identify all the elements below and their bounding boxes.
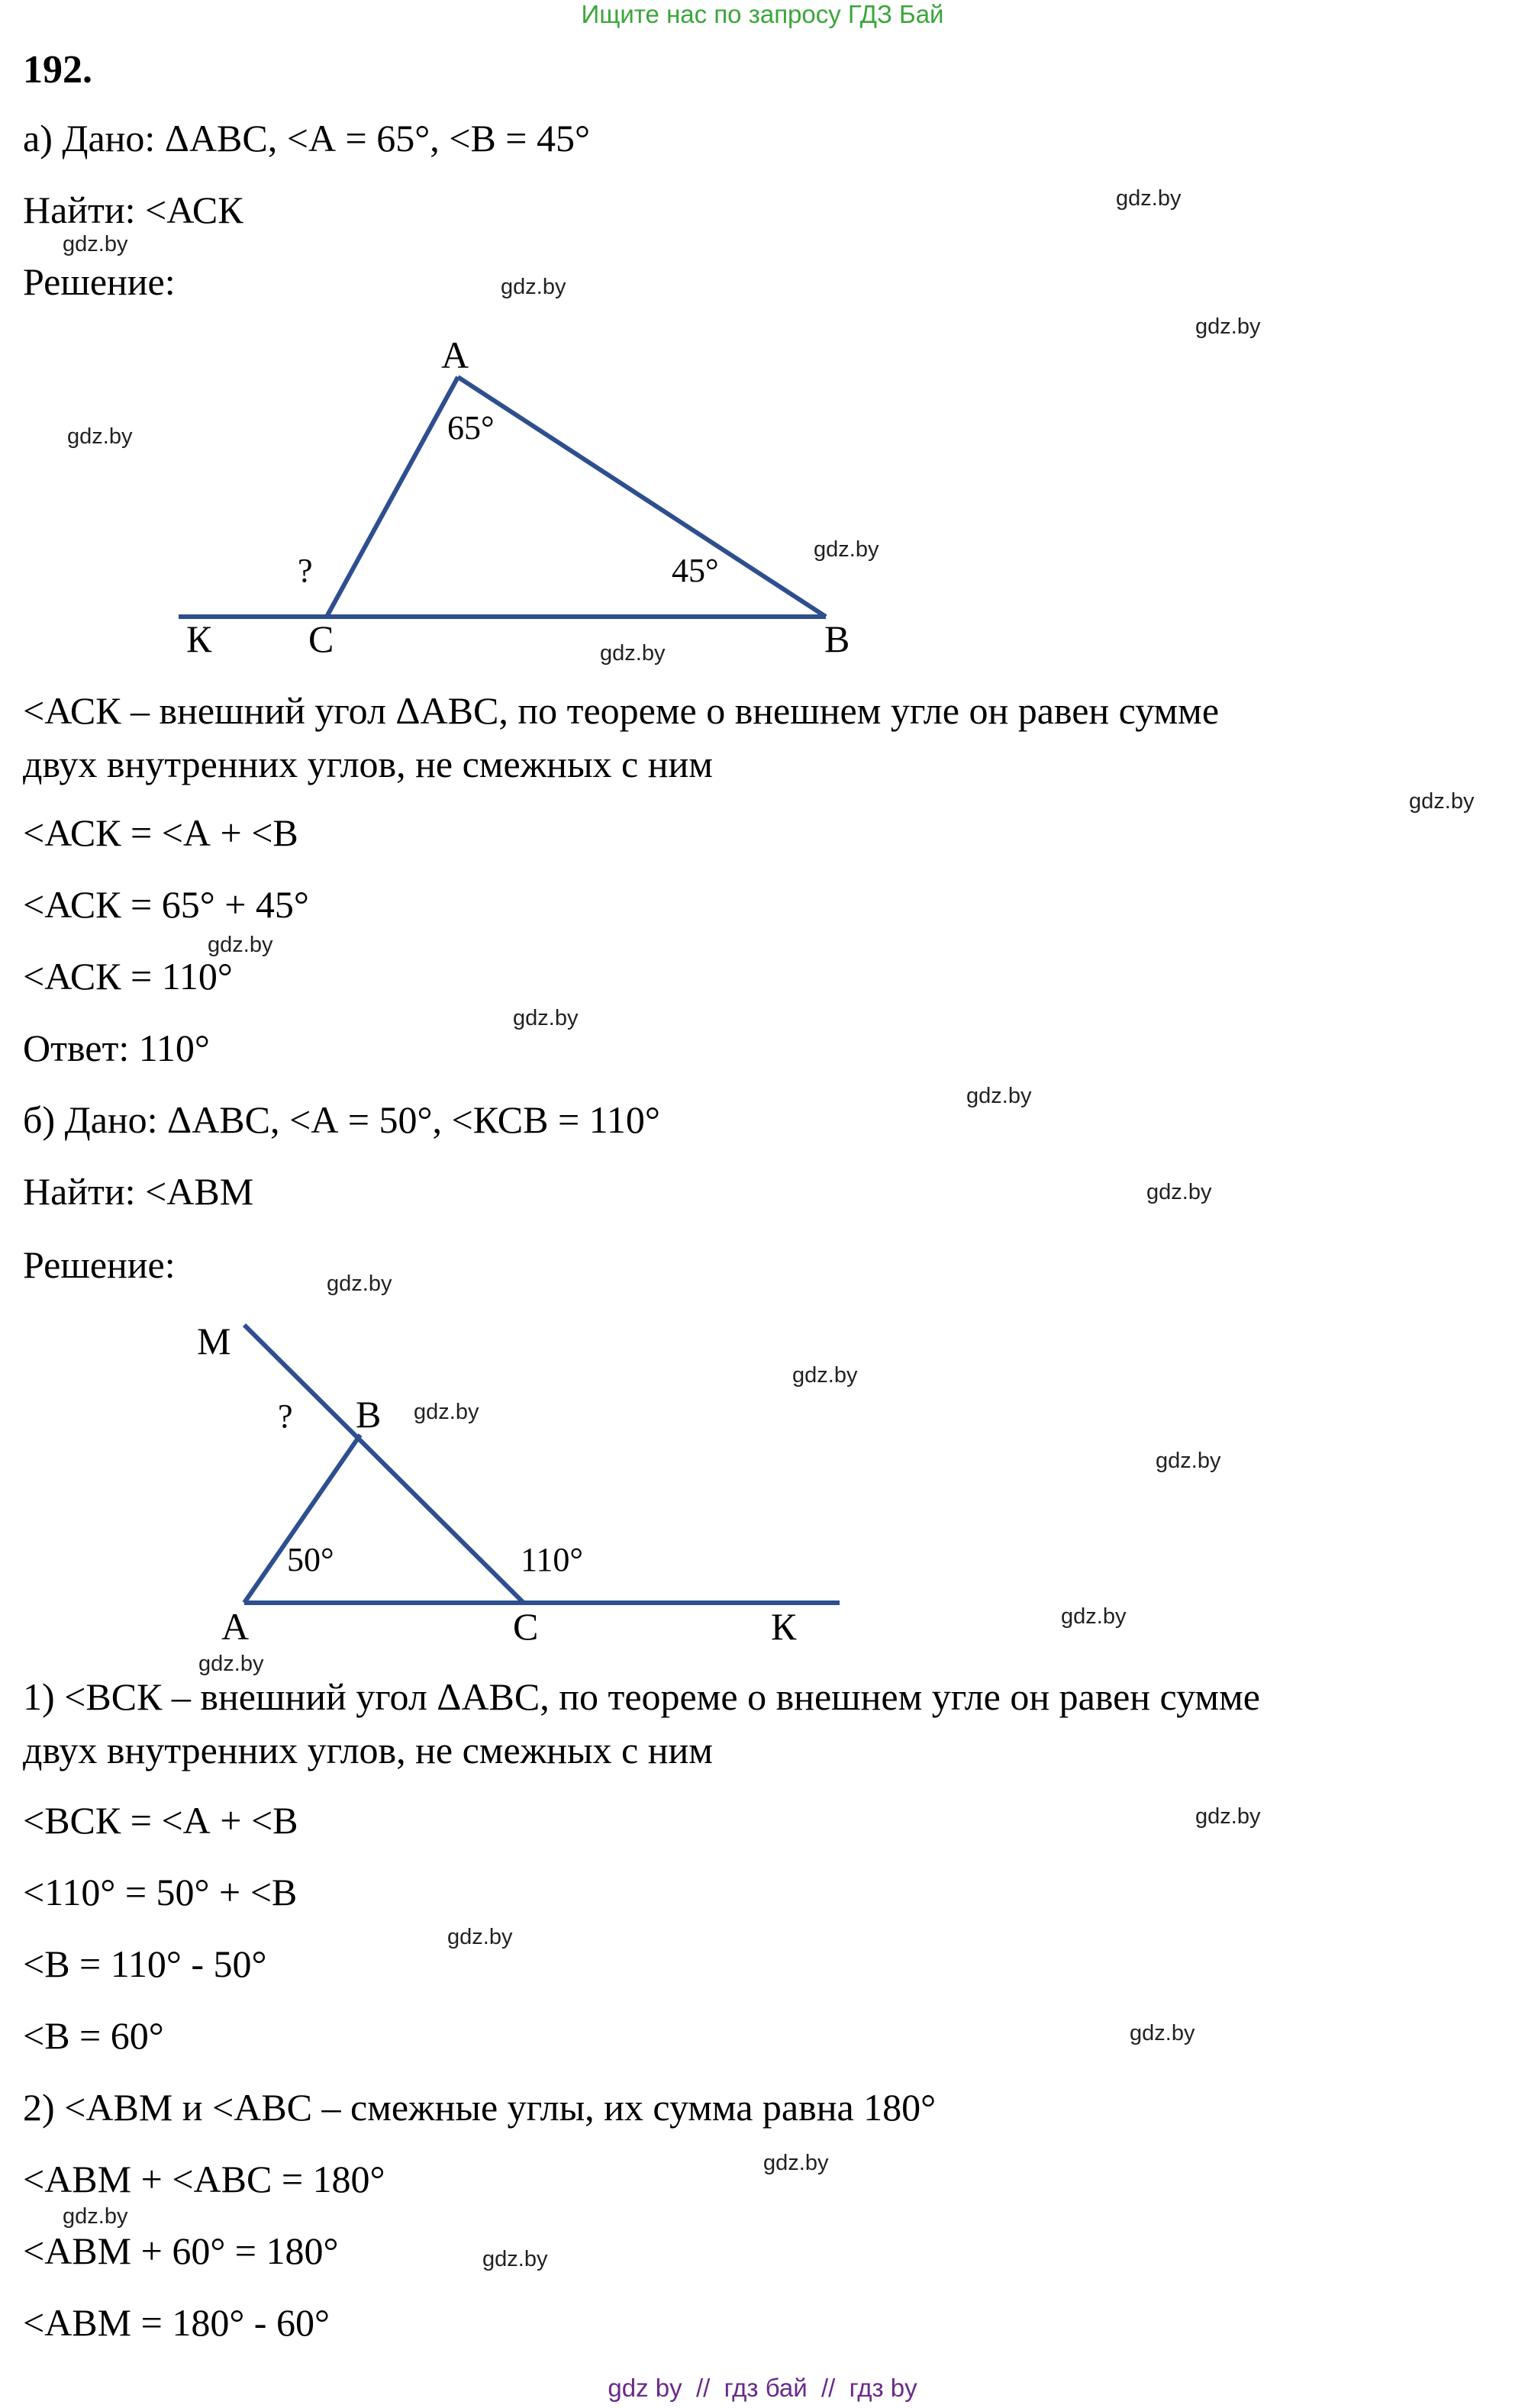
watermark: gdz.by — [447, 1925, 513, 1949]
part-b-given: б) Дано: ΔАВС, <А = 50°, <КСВ = 110° — [23, 1098, 660, 1141]
watermark: gdz.by — [1061, 1604, 1127, 1629]
watermark: gdz.by — [1195, 1804, 1261, 1829]
figure-a — [179, 334, 850, 660]
watermark: gdz.by — [198, 1652, 264, 1676]
part-a-text-line-2: двух внутренних углов, не смежных с ним — [23, 743, 713, 785]
part-b-equation-5: <АВМ + <АВС = 180° — [23, 2158, 385, 2200]
part-a-answer: Ответ: 110° — [23, 1027, 210, 1069]
part-b-equation-6: <АВМ + 60° = 180° — [23, 2229, 339, 2272]
figure-b-label-a: А — [221, 1605, 250, 1648]
watermark: gdz.by — [1409, 789, 1475, 814]
watermark: gdz.by — [814, 537, 879, 562]
figure-a-unknown: ? — [298, 552, 313, 589]
watermark: gdz.by — [1146, 1180, 1212, 1204]
part-a-equation-2: <АСК = 65° + 45° — [23, 883, 309, 926]
watermark: gdz.by — [792, 1363, 858, 1388]
watermark: gdz.by — [966, 1084, 1032, 1108]
figure-b-label-b: В — [356, 1393, 382, 1436]
watermark: gdz.by — [1195, 314, 1261, 339]
part-a-equation-3: <АСК = 110° — [23, 955, 233, 998]
watermark: gdz.by — [513, 1006, 579, 1030]
figure-b-angle-c: 110° — [521, 1541, 583, 1578]
figure-a-side-ab — [458, 377, 826, 617]
figure-b-label-m: М — [197, 1320, 231, 1362]
part-b-equation-3: <В = 110° - 50° — [23, 1942, 267, 1985]
watermark: gdz.by — [1116, 186, 1182, 211]
part-a-given: а) Дано: ΔАВС, <А = 65°, <В = 45° — [23, 117, 590, 160]
figure-b-angle-a: 50° — [287, 1541, 334, 1578]
top-banner: Ищите нас по запросу ГДЗ Бай — [581, 0, 944, 28]
part-b-equation-2: <110° = 50° + <В — [23, 1871, 298, 1913]
part-a-equation-1: <АСК = <А + <В — [23, 811, 298, 854]
watermark: gdz.by — [63, 232, 128, 256]
part-b-text-line-1: 1) <ВСК – внешний угол ΔАВС, по теореме о внешнем угле он равен сумме — [23, 1675, 1260, 1718]
part-a-text-line-1: <АСК – внешний угол ΔАВС, по теореме о внешнем угле он равен сумме — [23, 689, 1220, 732]
footer: gdz by // гдз бай // гдз by — [608, 2374, 917, 2402]
watermark: gdz.by — [1130, 2021, 1195, 2045]
problem-number: 192. — [23, 48, 92, 92]
figure-b-unknown: ? — [278, 1397, 293, 1435]
figure-b-line-mc — [244, 1325, 524, 1603]
figure-b-label-k: К — [771, 1605, 797, 1648]
watermark: gdz.by — [67, 424, 133, 449]
part-b-equation-4: <В = 60° — [23, 2014, 164, 2057]
part-a-find: Найти: <АСК — [23, 189, 243, 231]
figure-a-angle-b: 45° — [672, 552, 719, 589]
part-b-text-line-3: 2) <АВМ и <АВС – смежные углы, их сумма равна 180° — [23, 2086, 937, 2129]
figure-a-label-a: А — [441, 334, 469, 376]
part-b-text-line-2: двух внутренних углов, не смежных с ним — [23, 1729, 713, 1771]
watermark: gdz.by — [501, 275, 566, 299]
figure-a-label-c: С — [308, 617, 334, 660]
watermark: gdz.by — [1156, 1449, 1221, 1473]
part-b-equation-7: <АВМ = 180° - 60° — [23, 2301, 330, 2344]
watermark: gdz.by — [600, 641, 666, 666]
figure-b-label-c: С — [513, 1605, 539, 1648]
part-b-solution-label: Решение: — [23, 1243, 176, 1286]
figure-b — [197, 1320, 840, 1648]
watermark: gdz.by — [327, 1272, 392, 1296]
figure-a-label-k: К — [186, 617, 212, 660]
watermark: gdz.by — [63, 2204, 128, 2229]
watermark: gdz.by — [208, 933, 273, 957]
watermark: gdz.by — [414, 1400, 479, 1424]
figure-a-side-ca — [327, 377, 458, 617]
watermark: gdz.by — [763, 2151, 829, 2175]
part-a-solution-label: Решение: — [23, 260, 176, 303]
part-b-equation-1: <ВСК = <А + <В — [23, 1799, 298, 1842]
watermark: gdz.by — [482, 2247, 548, 2271]
part-b-find: Найти: <АВМ — [23, 1170, 254, 1213]
figure-a-label-b: В — [824, 617, 850, 660]
figure-a-angle-a: 65° — [447, 409, 495, 446]
